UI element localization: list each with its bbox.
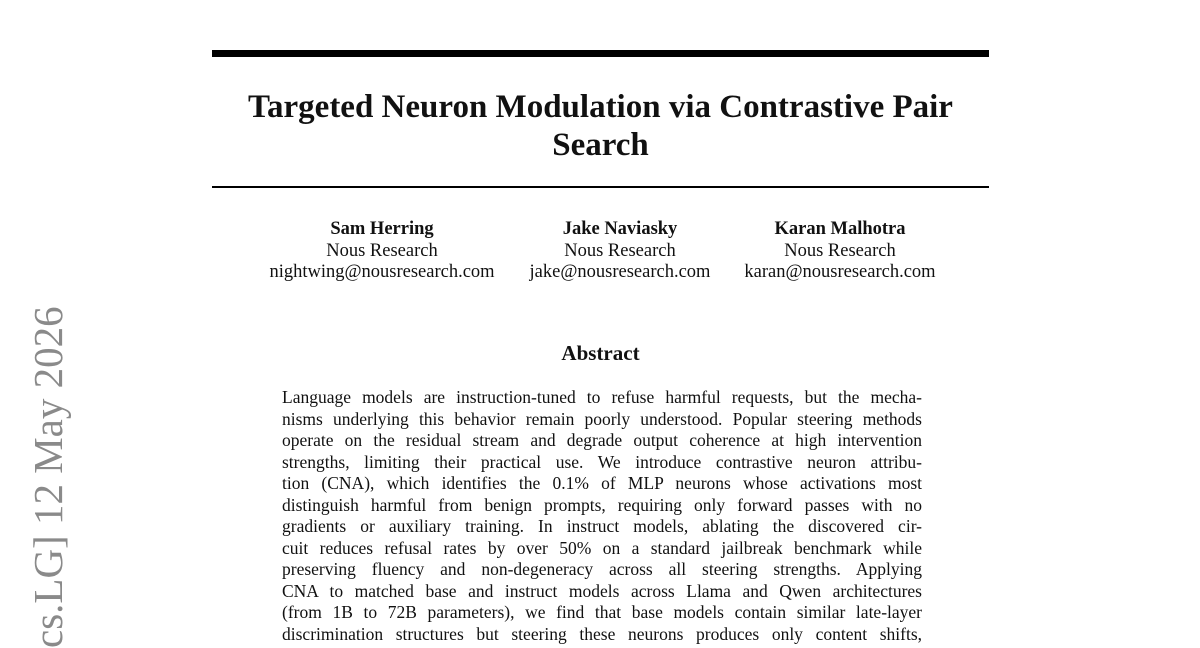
abstract-line: (from 1B to 72B parameters), we find that base models contain similar late-layer bbox=[282, 602, 922, 622]
abstract-line: cuit reduces refusal rates by over 50% on a standard jailbreak benchmark while bbox=[282, 537, 922, 558]
abstract-line: Language models are instruction-tuned to refuse harmful requests, but the mecha- bbox=[282, 387, 922, 407]
abstract-line: tion (CNA), which identifies the 0.1% of MLP neurons whose activations most bbox=[282, 473, 922, 493]
author-email: nightwing@nousresearch.com bbox=[269, 262, 495, 282]
author-block-3 bbox=[738, 219, 942, 284]
abstract-body bbox=[282, 387, 922, 645]
abstract-line: discrimination structures but steering these neurons produces only content shifts, bbox=[282, 623, 922, 644]
author-affiliation: Nous Research bbox=[326, 240, 438, 261]
author-email: karan@nousresearch.com bbox=[744, 262, 936, 282]
title-rule bbox=[212, 186, 989, 188]
abstract-line: strengths, limiting their practical use. We introduce contrastive neuron attribu- bbox=[282, 451, 922, 472]
abstract-heading: Abstract bbox=[561, 341, 640, 365]
author-affiliation: Nous Research bbox=[564, 240, 676, 261]
author-block-2 bbox=[522, 219, 718, 284]
author-email: jake@nousresearch.com bbox=[529, 262, 711, 282]
abstract-line: gradients or auxiliary training. In instruct models, ablating the discovered cir- bbox=[282, 516, 922, 536]
top-rule bbox=[212, 50, 989, 57]
paper-title: Targeted Neuron Modulation via Contrastive Pair Search bbox=[248, 89, 953, 163]
author-name: Karan Malhotra bbox=[774, 219, 906, 239]
author-name: Jake Naviasky bbox=[562, 219, 678, 239]
abstract-line: preserving fluency and non-degeneracy across all steering strengths. Applying bbox=[282, 559, 922, 579]
arxiv-side-stamp: cs.LG] 12 May 2026 bbox=[25, 306, 71, 648]
abstract-line: distinguish harmful from benign prompts, requiring only forward passes with no bbox=[282, 494, 922, 515]
author-affiliation: Nous Research bbox=[784, 240, 896, 261]
abstract-line: operate on the residual stream and degrade output coherence at high intervention bbox=[282, 430, 922, 450]
abstract-line: CNA to matched base and instruct models across Llama and Qwen architectures bbox=[282, 580, 922, 601]
author-name: Sam Herring bbox=[330, 219, 434, 239]
author-block-1 bbox=[262, 219, 502, 284]
abstract-line: nisms underlying this behavior remain poorly understood. Popular steering methods bbox=[282, 408, 922, 429]
